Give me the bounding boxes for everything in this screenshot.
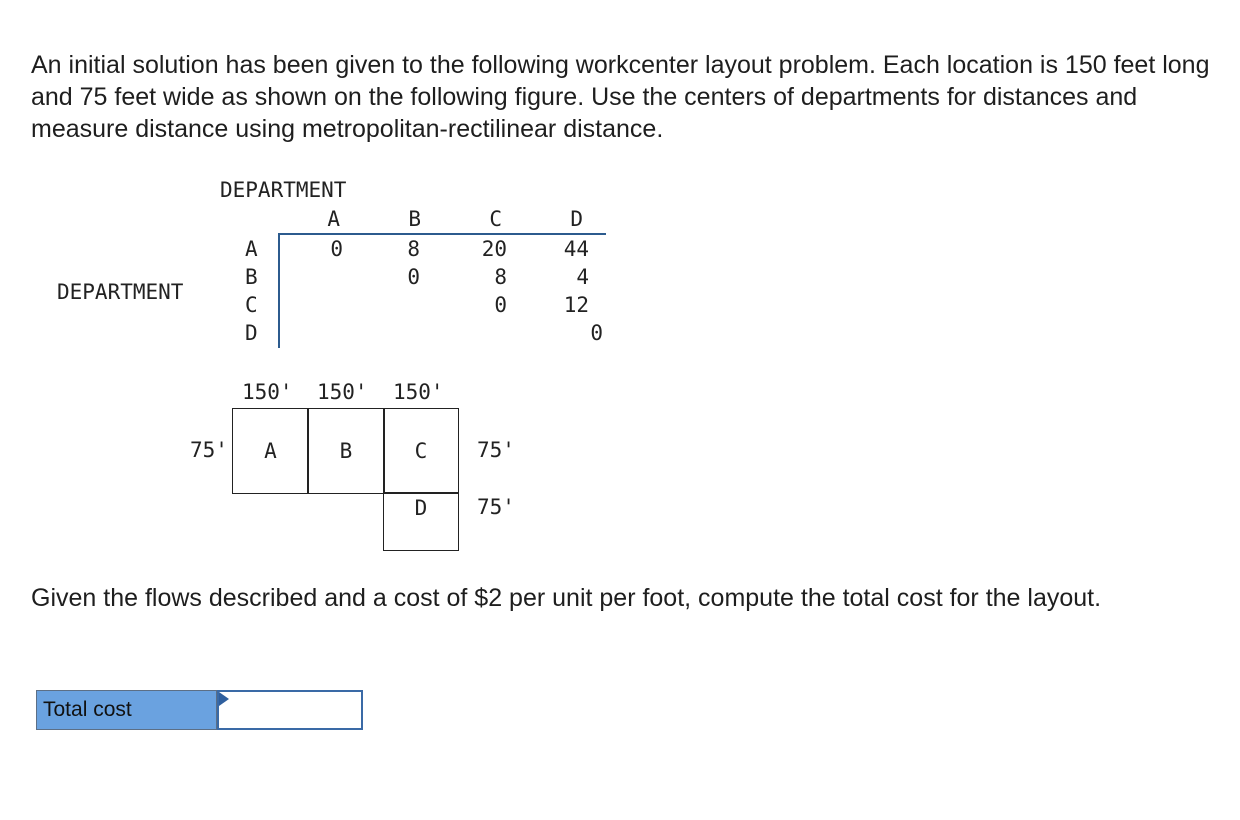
layout-cell-label: D xyxy=(414,496,428,520)
layout-cell-d xyxy=(383,492,459,551)
matrix-col-d: D xyxy=(570,207,583,231)
question-paragraph: Given the flows described and a cost of $2 per unit per foot, compute the total cost for the layout. xyxy=(31,584,1102,612)
matrix-cell: 4 xyxy=(576,265,589,289)
intro-paragraph: An initial solution has been given to the following workcenter layout problem. Each location is 150 feet long and 75 feet wide as shown on the following figure. Use the centers of departments for distances and measure distance using metropolitan-rectilinear distance. xyxy=(31,51,1210,143)
total-cost-label: Total cost xyxy=(36,690,217,730)
dimension-top-b: 150' xyxy=(317,380,368,404)
total-cost-input[interactable] xyxy=(219,692,361,728)
layout-cell-label: B xyxy=(339,439,353,463)
layout-cell-b xyxy=(307,408,385,494)
dimension-right-bottom: 75' xyxy=(477,495,515,519)
matrix-row-label-d: D xyxy=(245,321,258,345)
matrix-cell: 0 xyxy=(590,321,603,345)
matrix-cell: 44 xyxy=(563,237,589,261)
total-cost-input-wrapper[interactable] xyxy=(217,690,363,730)
matrix-row-label-b: B xyxy=(245,265,258,289)
matrix-left-rule xyxy=(278,234,280,348)
matrix-col-b: B xyxy=(408,207,421,231)
layout-cell-label: C xyxy=(414,439,428,463)
layout-cell-label: A xyxy=(264,439,277,463)
matrix-cell: 8 xyxy=(494,265,507,289)
matrix-row-label-a: A xyxy=(245,237,258,261)
answer-row xyxy=(36,690,363,732)
matrix-col-a: A xyxy=(327,207,340,231)
layout-cell-c xyxy=(383,408,459,494)
dimension-top-a: 150' xyxy=(242,380,293,404)
matrix-cell: 12 xyxy=(563,293,589,317)
matrix-top-rule xyxy=(278,233,606,235)
matrix-cell: 0 xyxy=(407,265,420,289)
input-marker-icon xyxy=(219,692,229,706)
dimension-right-top: 75' xyxy=(477,438,515,462)
matrix-col-c: C xyxy=(489,207,502,231)
matrix-row-header-title: DEPARTMENT xyxy=(57,280,184,304)
matrix-cell: 0 xyxy=(330,237,343,261)
matrix-column-header-title: DEPARTMENT xyxy=(220,178,347,202)
matrix-cell: 0 xyxy=(494,293,507,317)
dimension-left: 75' xyxy=(190,438,228,462)
dimension-top-c: 150' xyxy=(393,380,444,404)
matrix-cell: 20 xyxy=(481,237,507,261)
matrix-cell: 8 xyxy=(407,237,420,261)
layout-cell-a xyxy=(232,408,309,494)
matrix-row-label-c: C xyxy=(245,293,258,317)
